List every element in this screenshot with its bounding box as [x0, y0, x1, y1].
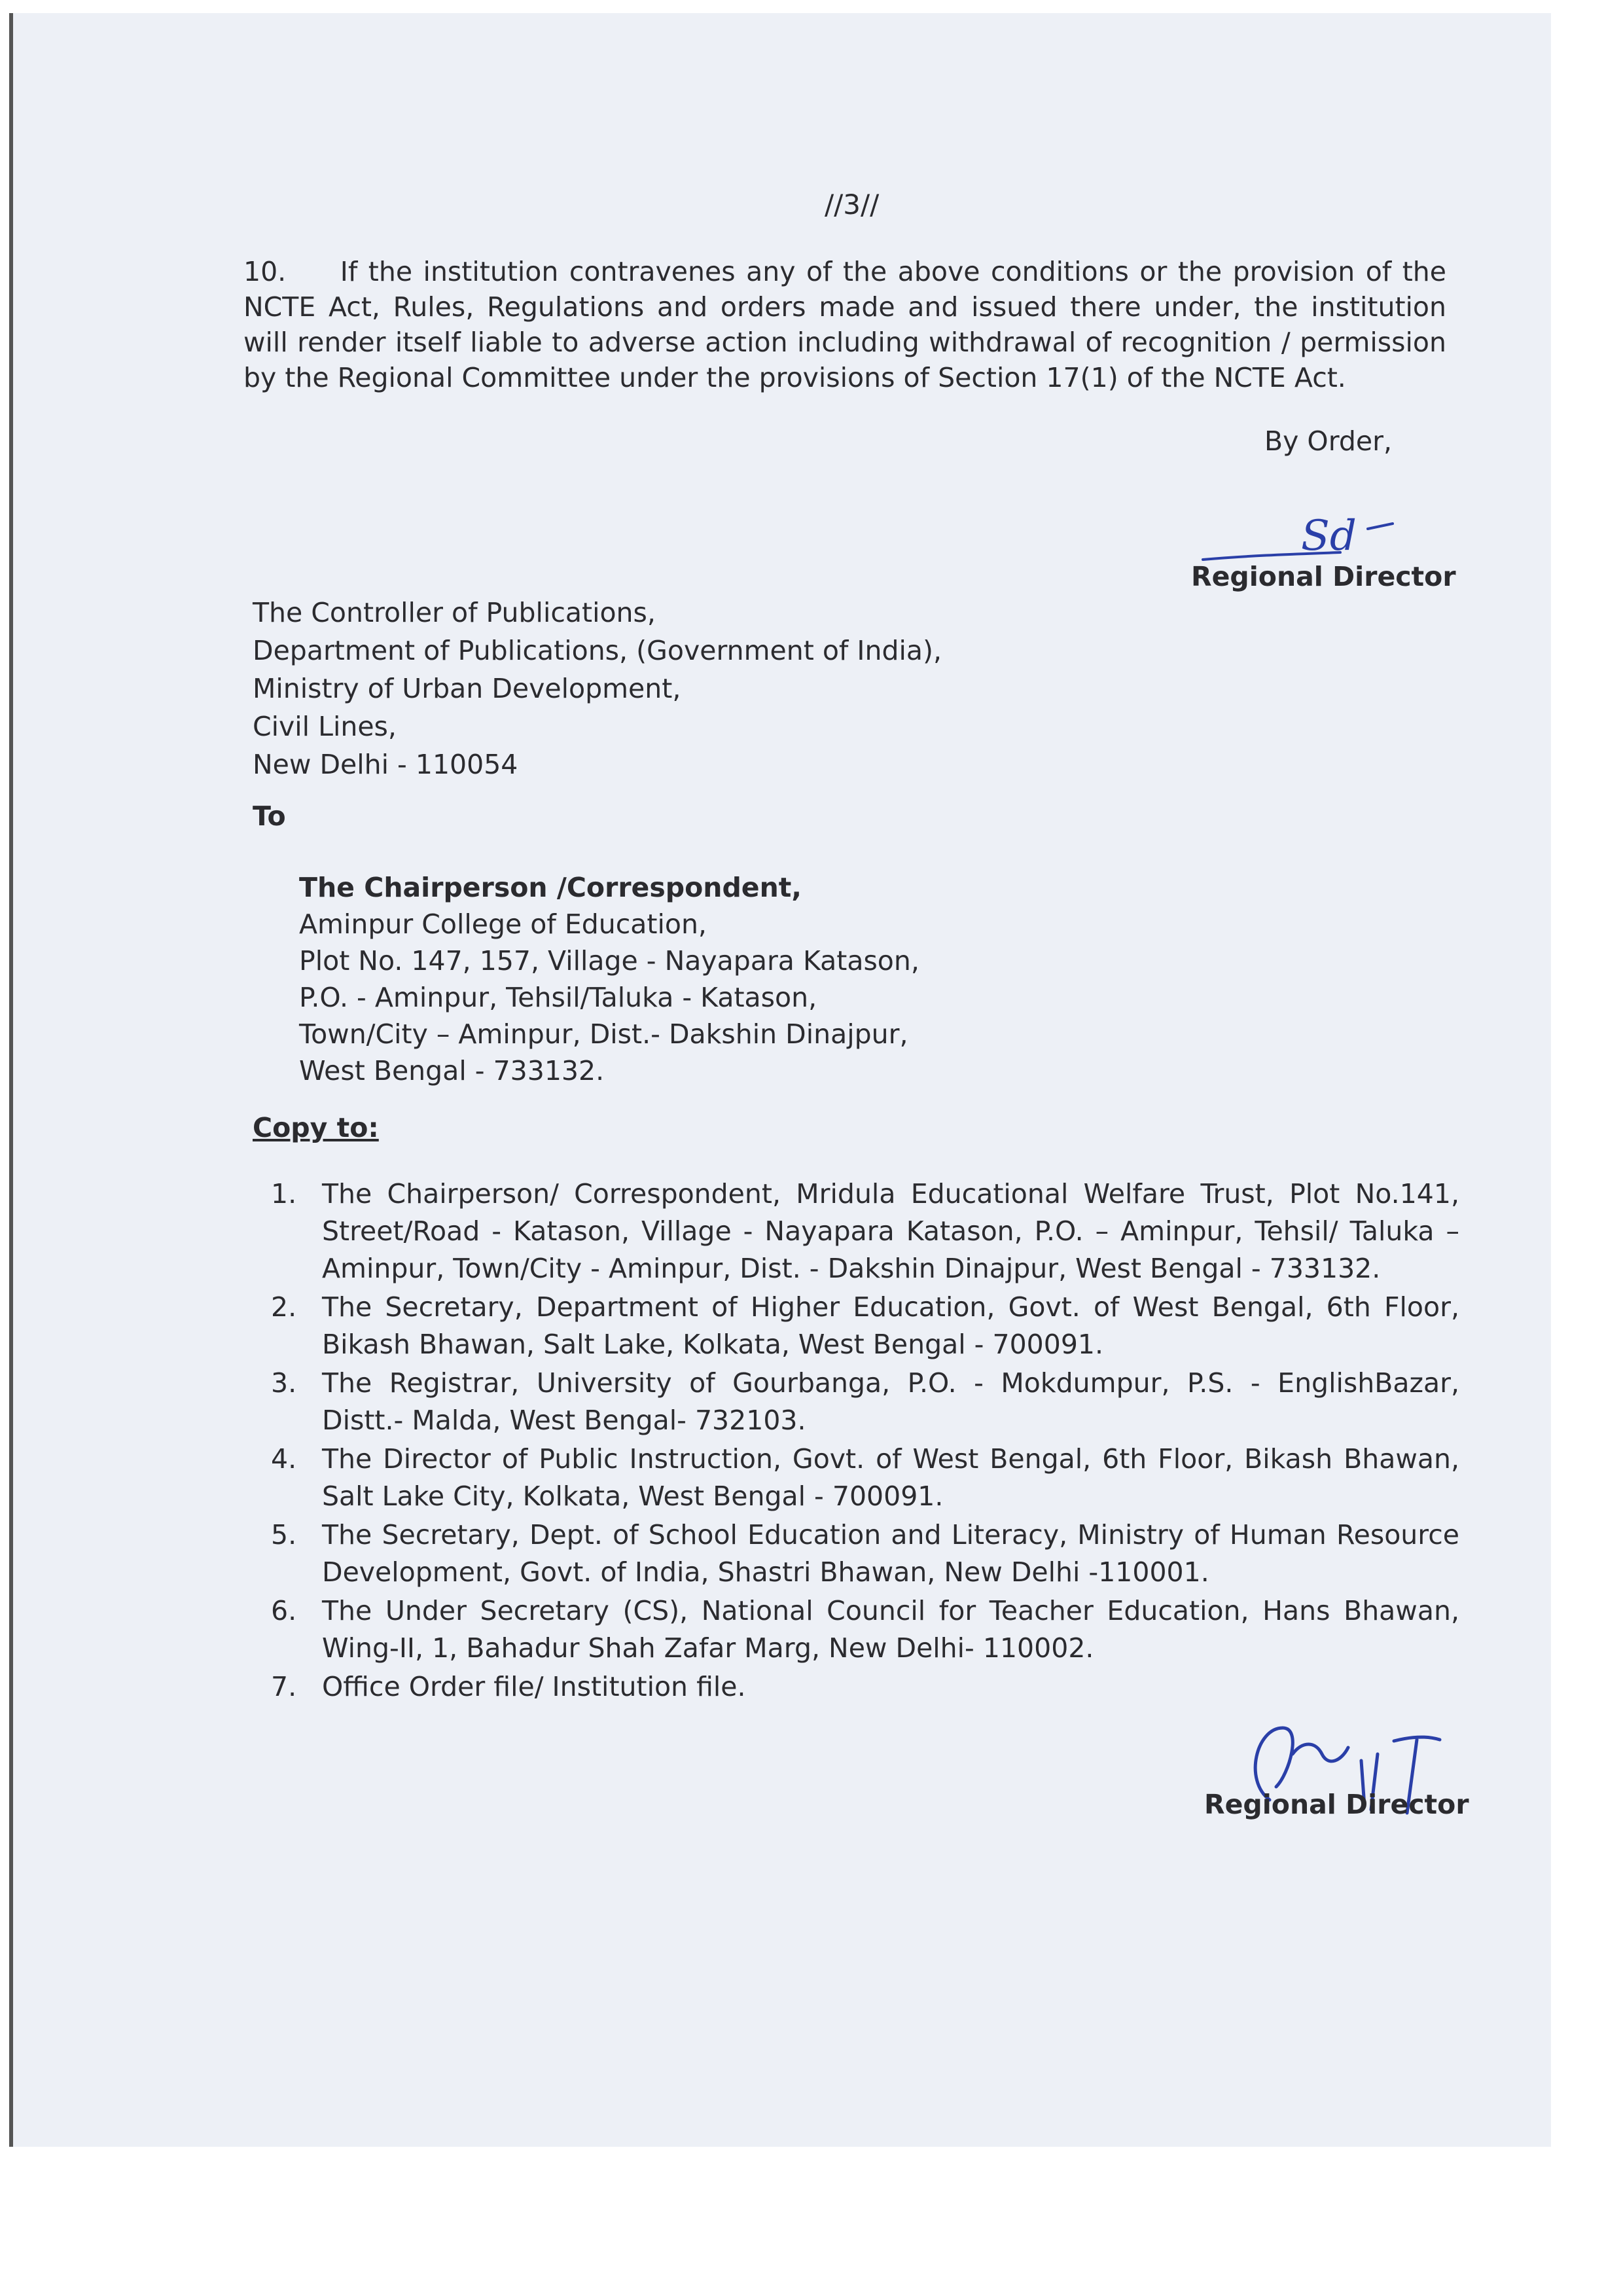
list-number: 7.: [271, 1671, 297, 1702]
address-line: New Delhi - 110054: [253, 749, 518, 780]
list-item: [262, 1175, 1459, 1287]
by-order: By Order,: [1264, 425, 1392, 457]
recipient-line: Aminpur College of Education,: [299, 908, 707, 940]
recipient-line: Plot No. 147, 157, Village - Nayapara Katason,: [299, 945, 919, 977]
list-item: [262, 1592, 1459, 1667]
copy-to-heading: Copy to:: [253, 1112, 379, 1143]
list-item: [262, 1668, 1459, 1706]
list-number: 2.: [271, 1291, 297, 1323]
recipient-line: P.O. - Aminpur, Tehsil/Taluka - Katason,: [299, 982, 817, 1013]
signatory-title-2: Regional Director: [1204, 1789, 1469, 1820]
list-number: 6.: [271, 1595, 297, 1626]
list-text: Office Order file/ Institution file.: [322, 1671, 746, 1702]
address-line: Department of Publications, (Government of India),: [253, 635, 942, 666]
copy-to-list: [262, 1175, 1459, 1707]
list-text: The Under Secretary (CS), National Council for Teacher Education, Hans Bhawan, Wing-II, 1, Bahadur Shah Zafar Marg, New Delhi- 110002.: [322, 1595, 1459, 1664]
list-text: The Director of Public Instruction, Govt. of West Bengal, 6th Floor, Bikash Bhawan, Salt Lake City, Kolkata, West Bengal - 700091.: [322, 1443, 1459, 1512]
list-item: [262, 1289, 1459, 1363]
list-text: The Secretary, Department of Higher Education, Govt. of West Bengal, 6th Floor, Bikash Bhawan, Salt Lake, Kolkata, West Bengal - 700091.: [322, 1291, 1459, 1360]
paragraph-text: If the institution contravenes any of the above conditions or the provision of the NCTE Act, Rules, Regulations and orders made and issued there under, the institution will render itself liable to adverse action including withdrawal of recognition / permission by the Regional Committee under the provisions of Section 17(1) of the NCTE Act.: [243, 256, 1446, 393]
signatory-title: Regional Director: [1191, 561, 1456, 592]
signature-text: Sd: [1301, 512, 1357, 560]
list-text: The Chairperson/ Correspondent, Mridula Educational Welfare Trust, Plot No.141, Street/Road - Katason, Village - Nayapara Katason, P.O. – Aminpur, Tehsil/ Taluka – Aminpur, Town/City - Aminpur, Dist. - Dakshin Dinajpur, West Bengal - 733132.: [322, 1178, 1459, 1284]
recipient-line: Town/City – Aminpur, Dist.- Dakshin Dinajpur,: [299, 1018, 908, 1050]
document-page: [9, 13, 1551, 2147]
list-number: 1.: [271, 1178, 297, 1210]
list-item: [262, 1441, 1459, 1515]
list-number: 5.: [271, 1519, 297, 1551]
paragraph-number: 10.: [243, 256, 287, 287]
list-item: [262, 1365, 1459, 1439]
page-number: //3//: [825, 188, 880, 221]
controller-address: [253, 594, 942, 783]
to-label: To: [253, 800, 286, 832]
list-text: The Registrar, University of Gourbanga, P.O. - Mokdumpur, P.S. - EnglishBazar, Distt.- Malda, West Bengal- 732103.: [322, 1367, 1459, 1436]
address-line: The Controller of Publications,: [253, 597, 656, 628]
address-line: Civil Lines,: [253, 711, 397, 742]
paragraph-10: [243, 254, 1446, 395]
list-number: 4.: [271, 1443, 297, 1475]
recipient-line: West Bengal - 733132.: [299, 1055, 605, 1086]
address-line: Ministry of Urban Development,: [253, 673, 681, 704]
recipient-address: [299, 869, 919, 1089]
list-number: 3.: [271, 1367, 297, 1399]
list-text: The Secretary, Dept. of School Education and Literacy, Ministry of Human Resource Development, Govt. of India, Shastri Bhawan, New Delhi -110001.: [322, 1519, 1459, 1588]
list-item: [262, 1516, 1459, 1591]
recipient-title: The Chairperson /Correspondent,: [299, 872, 802, 903]
